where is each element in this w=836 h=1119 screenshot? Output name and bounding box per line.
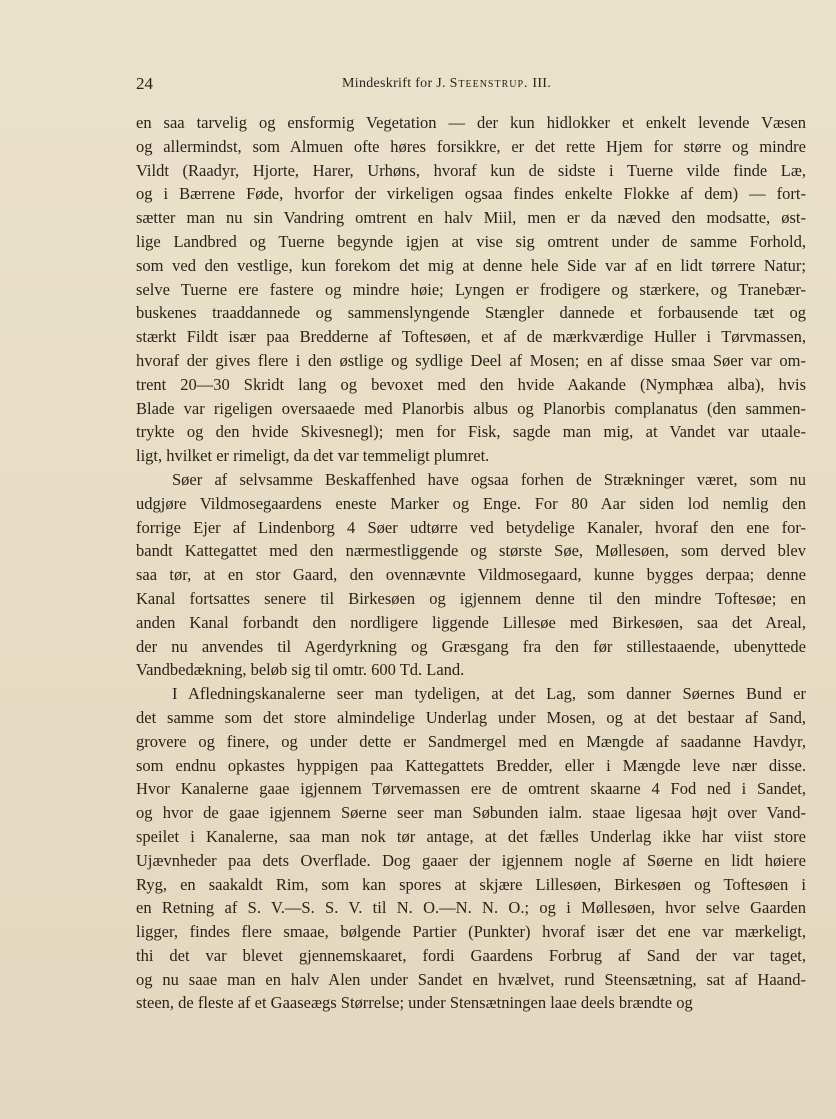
text-line: Ujævnheder paa dets Overflade. Dog gaaer der igjennem nogle af Søerne en lidt høiere — [136, 850, 806, 870]
running-head-name: Steenstrup. — [449, 76, 529, 91]
text-line: Ryg, en saakaldt Rim, som kan spores at skjære Lillesøen, Birkesøen og Toftesøen i — [136, 874, 806, 894]
text-line: der nu anvendes til Agerdyrkning og Græsgang fra den før stillestaaende, ubenyttede — [136, 636, 806, 656]
text-line: lige Landbred og Tuerne begynde igjen at vise sig omtrent under de samme Forhold, — [136, 231, 806, 251]
running-head-volume: III. — [532, 76, 552, 91]
text-line: steen, de fleste af et Gaaseægs Størrelse; under Stensætningen laae deels brændte og — [136, 993, 693, 1013]
text-line: og hvor de gaae igjennem Søerne seer man Søbunden ialm. staae ligesaa højt over Vand- — [136, 803, 806, 823]
text-line: en Retning af S. V.—S. S. V. til N. O.—N. N. O.; og i Møllesøen, hvor selve Gaarden — [136, 898, 806, 918]
page-number: 24 — [136, 74, 153, 93]
text-line: trykte og den hvide Skivesnegl); men for Fisk, sagde man mig, at Vandet var utaale- — [136, 422, 806, 442]
text-line: Vandbedækning, beløb sig til omtr. 600 Td. Land. — [136, 660, 465, 680]
text-line: stærkt Fildt især paa Bredderne af Toftesøen, et af de mærkværdige Huller i Tørvmassen, — [136, 327, 806, 347]
text-line: Vildt (Raadyr, Hjorte, Harer, Urhøns, hvoraf kun de sidste i Tuerne vilde finde Læ, — [136, 160, 806, 180]
text-line: I Afledningskanalerne seer man tydeligen, at det Lag, som danner Søernes Bund er — [172, 684, 806, 704]
text-line: Kanal fortsattes senere til Birkesøen og igjennem denne til den mindre Toftesøe; en — [136, 588, 806, 608]
running-head-prefix: Mindeskrift for J. — [342, 76, 446, 91]
text-line: som endnu opkastes hyppigen paa Kattegattets Bredder, eller i Mængde leve nær disse. — [136, 755, 806, 775]
text-line: trent 20—30 Skridt lang og bevoxet med den hvide Aakande (Nymphæa alba), hvis — [136, 374, 806, 394]
text-line: Søer af selvsamme Beskaffenhed have ogsaa forhen de Strækninger været, som nu — [172, 469, 806, 489]
text-line: speilet i Kanalerne, saa man nok tør antage, at det fælles Underlag ikke har viist store — [136, 826, 806, 846]
text-line: bandt Kattegattet med den nærmestliggende og største Søe, Møllesøen, som derved blev — [136, 541, 806, 561]
text-line: sætter man nu sin Vandring omtrent en halv Miil, men er da næved den modsatte, øst- — [136, 208, 806, 228]
text-line: buskenes traaddannede og sammenslyngende Stængler dannede et forbausende tæt og — [136, 303, 806, 323]
text-line: forrige Ejer af Lindenborg 4 Søer udtørre ved betydelige Kanaler, hvoraf den ene for- — [136, 517, 806, 537]
text-line: og allermindst, som Almuen ofte høres forsikkre, er det rette Hjem for større og mindre — [136, 136, 806, 156]
text-line: en saa tarvelig og ensformig Vegetation — der kun hidlokker et enkelt levende Væsen — [136, 113, 806, 132]
text-line: selve Tuerne ere fastere og mindre høie; Lyngen er frodigere og stærkere, og Tranebær- — [136, 279, 806, 299]
text-line: udgjøre Vildmosegaardens eneste Marker og Enge. For 80 Aar siden lod nemlig den — [136, 493, 806, 513]
paragraph — [136, 682, 806, 1015]
page-header — [136, 74, 806, 96]
text-line: anden Kanal forbandt den nordligere liggende Lillesøe med Birkesøen, saa det Areal, — [136, 612, 806, 632]
text-line: saa tør, at en stor Gaard, den ovennævnte Vildmosegaard, kunne bygges derpaa; denne — [136, 565, 806, 585]
text-line: hvoraf der gives flere i den østlige og sydlige Deel af Mosen; en af disse smaa Søer var om- — [136, 350, 806, 370]
text-line: Hvor Kanalerne gaae igjennem Tørvemassen ere de omtrent skaarne 4 Fod ned i Sandet, — [136, 779, 806, 799]
text-line: og nu saae man en halv Alen under Sandet en hvælvet, rund Steensætning, sat af Haand- — [136, 969, 806, 989]
text-line: grovere og finere, og under dette er Sandmergel med en Mængde af saadanne Havdyr, — [136, 731, 806, 751]
text-line: ligger, findes flere smaae, bølgende Partier (Punkter) hvoraf især det ene var mærkeligt, — [136, 922, 806, 942]
text-line: Blade var rigeligen oversaaede med Planorbis albus og Planorbis complanatus (den sammen- — [136, 398, 806, 418]
text-line: det samme som det store almindelige Underlag under Mosen, og at det bestaar af Sand, — [136, 707, 806, 727]
text-line: ligt, hvilket er rimeligt, da det var temmeligt plumret. — [136, 446, 490, 466]
running-head — [342, 76, 551, 92]
paragraph — [136, 111, 806, 468]
text-line: thi det var blevet gjennemskaaret, fordi Gaardens Forbrug af Sand der var taget, — [136, 945, 806, 965]
paragraph — [136, 468, 806, 682]
text-line: og i Bærrene Føde, hvorfor der virkeligen ogsaa findes enkelte Flokke af dem) — fort- — [136, 184, 806, 204]
body-text — [136, 111, 806, 1015]
text-line: som ved den vestlige, kun forekom det mig at denne hele Side var af en lidt tørrere Natur; — [136, 255, 806, 275]
